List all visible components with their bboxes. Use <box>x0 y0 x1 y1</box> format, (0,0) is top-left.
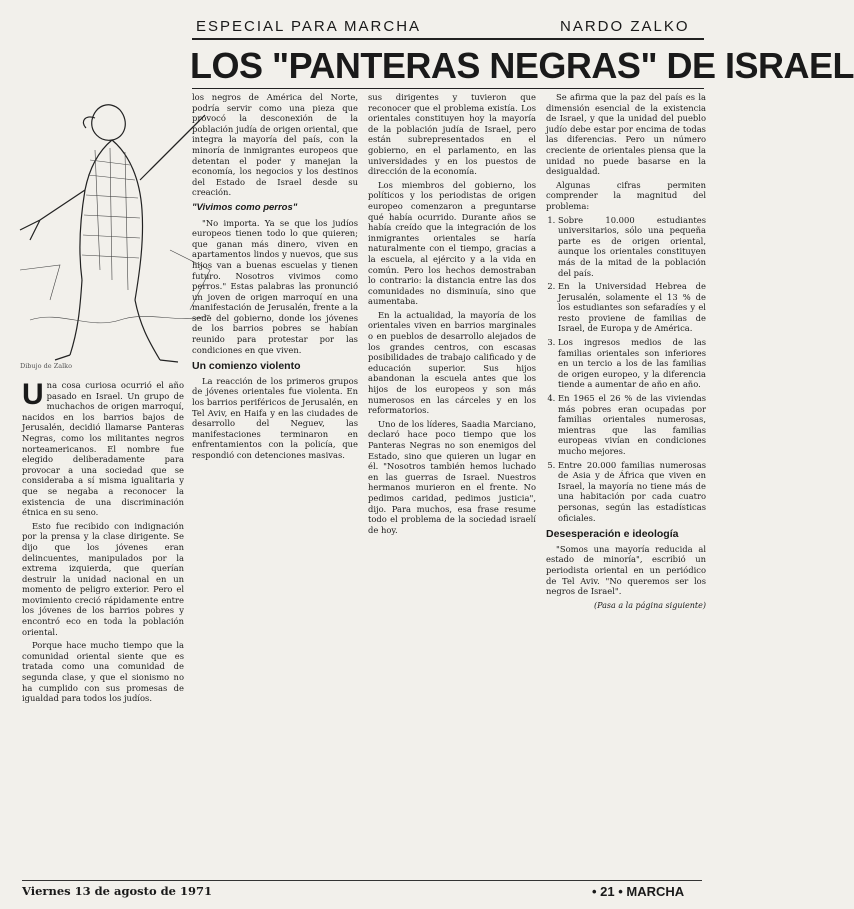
paragraph: Uno de los líderes, Saadia Marciano, declaró hace poco tiempo que los Panteras Negras no son enemigos del Estado, sino que quieren un lugar en él. "Nosotros también hemos luchado en las guerras de Israel. Nuestros hermanos murieron en el frente. No pedimos caridad, pedimos justicia", dijo. Para muchos, esa frase resume todo el problema de la sociedad israelí de hoy. <box>368 418 536 535</box>
article-column-intro <box>192 92 358 877</box>
paragraph: Algunas cifras permiten comprender la magnitud del problema: <box>546 179 706 211</box>
continuation-note: (Pasa a la página siguiente) <box>593 600 706 610</box>
header-rule <box>192 38 704 40</box>
paragraph: En la actualidad, la mayoría de los orientales viven en barrios marginales o en pueblos de desarrollo alejados de los grandes centros, con escasas posibilidades de trabajo calificado y de educación superior. Sus hijos abandonan la escuela antes que los hijos de los europeos y son más numerosos en las cárceles y en los reformatorios. <box>368 309 536 416</box>
list-item: 5. Entre 20.000 familias numerosas de Asia y de África que viven en Israel, la mayoría no tiene más de una habitación por cada cuatro personas, según las estadísticas oficiales. <box>558 460 706 524</box>
subheading: Desesperación e ideología <box>546 528 679 541</box>
subheading: Un comienzo violento <box>192 360 301 373</box>
issue-date: Viernes 13 de agosto de 1971 <box>22 884 212 898</box>
paragraph: Porque hace mucho tiempo que la comunidad oriental siente que es tratada como una comunidad de segunda clase, y que el sionismo no ha cumplido con sus promesas de igualdad para todos los judíos. <box>22 640 184 704</box>
section-header: ESPECIAL PARA MARCHA <box>196 18 422 35</box>
subheading: "Vivimos como perros" <box>192 201 298 213</box>
article-column-middle <box>368 92 536 877</box>
paragraph: Esto fue recibido con indignación por la prensa y la clase dirigente. Se dijo que los jóvenes eran delincuentes, manipulados por la extrema izquierda, que querían destruir la unidad nacional en un momento de peligro exterior. Pero el movimiento creció rápidamente entre los jóvenes de los barrios pobres y encontró eco en toda la población oriental. <box>22 520 184 637</box>
statistics-list <box>546 215 706 524</box>
paragraph: La reacción de los primeros grupos de jóvenes orientales fue violenta. En los barrios periféricos de Jerusalén, en Tel Aviv, en Haifa y en las ciudades de desarrollo del Neguev, las manifestaciones terminaron en enfrentamientos con la policía, que respondió con detenciones masivas. <box>192 375 358 460</box>
drop-cap: U <box>22 378 44 411</box>
page-number: • 21 • MARCHA <box>592 884 685 899</box>
list-item: 4. En 1965 el 26 % de las viviendas más pobres eran ocupadas por familias orientales numerosas, mientras que las familias europeas vivían en condiciones mucho mejores. <box>558 393 706 457</box>
paragraph: "No importa. Ya se que los judíos europeos tienen todo lo que quieren; que ganan más dinero, viven en apartamentos lindos y nuevos, que sus hijos van a buenas escuelas y tienen futuro. Nosotros vivimos como perros." Estas palabras las pronunció un joven de origen marroquí en una manifestación de Jerusalén, frente a la sede del gobierno, donde los jóvenes de los barrios pobres se habían reunido para protestar por las condiciones en que viven. <box>192 217 358 355</box>
paragraph: sus dirigentes y tuvieron que reconocer que el problema existía. Los orientales constituyen hoy la mayoría de la población judía de Israel, pero están subrepresentados en el gobierno, en el parlamento, en las universidades y en los puestos de dirección de la economía. <box>368 92 536 177</box>
paragraph-text: na cosa curiosa ocurrió el año pasado en Israel. Un grupo de muchachos de origen marroquí, nacidos en los barrios bajos de Jerusalén, decidió llamarse Panteras Negras, como los militantes negros norteamericanos. El nombre fue elegido deliberadamente para provocar a una sociedad que se consideraba a sí misma igualitaria y que se negaba a reconocer la existencia de una discriminación étnica en su seno. <box>22 380 184 518</box>
paragraph: los negros de América del Norte, podría servir como una pieza que provocó la desconexión de la población judía de origen oriental, que integra la mayoría del país, con la minoría de inmigrantes europeos que detentan el poder y manejan la economía, los negocios y los destinos del Estado de Israel desde su creación. <box>192 92 358 198</box>
illustration-caption: Dibujo de Zalko <box>20 362 73 370</box>
list-item: 1. Sobre 10.000 estudiantes universitarios, sólo una pequeña parte es de origen oriental, aunque los orientales constituyen más de la mitad de la población del país. <box>558 215 706 279</box>
list-item: 2. En la Universidad Hebrea de Jerusalén, solamente el 13 % de los estudiantes son sefaradíes y el resto proviene de familias de Israel, de Europa y de América. <box>558 281 706 334</box>
headline: LOS "PANTERAS NEGRAS" DE ISRAEL <box>190 45 854 86</box>
paragraph: Se afirma que la paz del país es la dimensión esencial de la existencia de Israel, y que la unidad del pueblo judío debe estar por encima de todas las diferencias. Pero un número creciente de orientales piensa que la unidad no puede basarse en la desigualdad. <box>546 92 706 177</box>
article-column-left <box>22 380 184 875</box>
paragraph <box>22 380 184 518</box>
article-column-right <box>546 92 706 877</box>
list-item: 3. Los ingresos medios de las familias orientales son inferiores en un tercio a los de las familias de origen europeo, y la diferencia tiende a aumentar de año en año. <box>558 337 706 390</box>
footer-rule <box>22 880 702 881</box>
paragraph: "Somos una mayoría reducida al estado de minoría", escribió un periodista oriental en un periódico de Tel Aviv. "No queremos ser los negros de Israel". <box>546 543 706 597</box>
paragraph: Los miembros del gobierno, los políticos y los periodistas de origen europeo comenzaron a preguntarse qué había ocurrido. Durante años se había creído que la integración de los inmigrantes orientales se haría naturalmente con el tiempo, gracias a la escuela, al ejército y a la vida en común. Pero los hechos demostraban lo contrario: la distancia entre las dos comunidades no disminuía, sino que aumentaba. <box>368 179 536 307</box>
headline-rule <box>192 88 704 89</box>
author-byline: NARDO ZALKO <box>560 18 690 35</box>
